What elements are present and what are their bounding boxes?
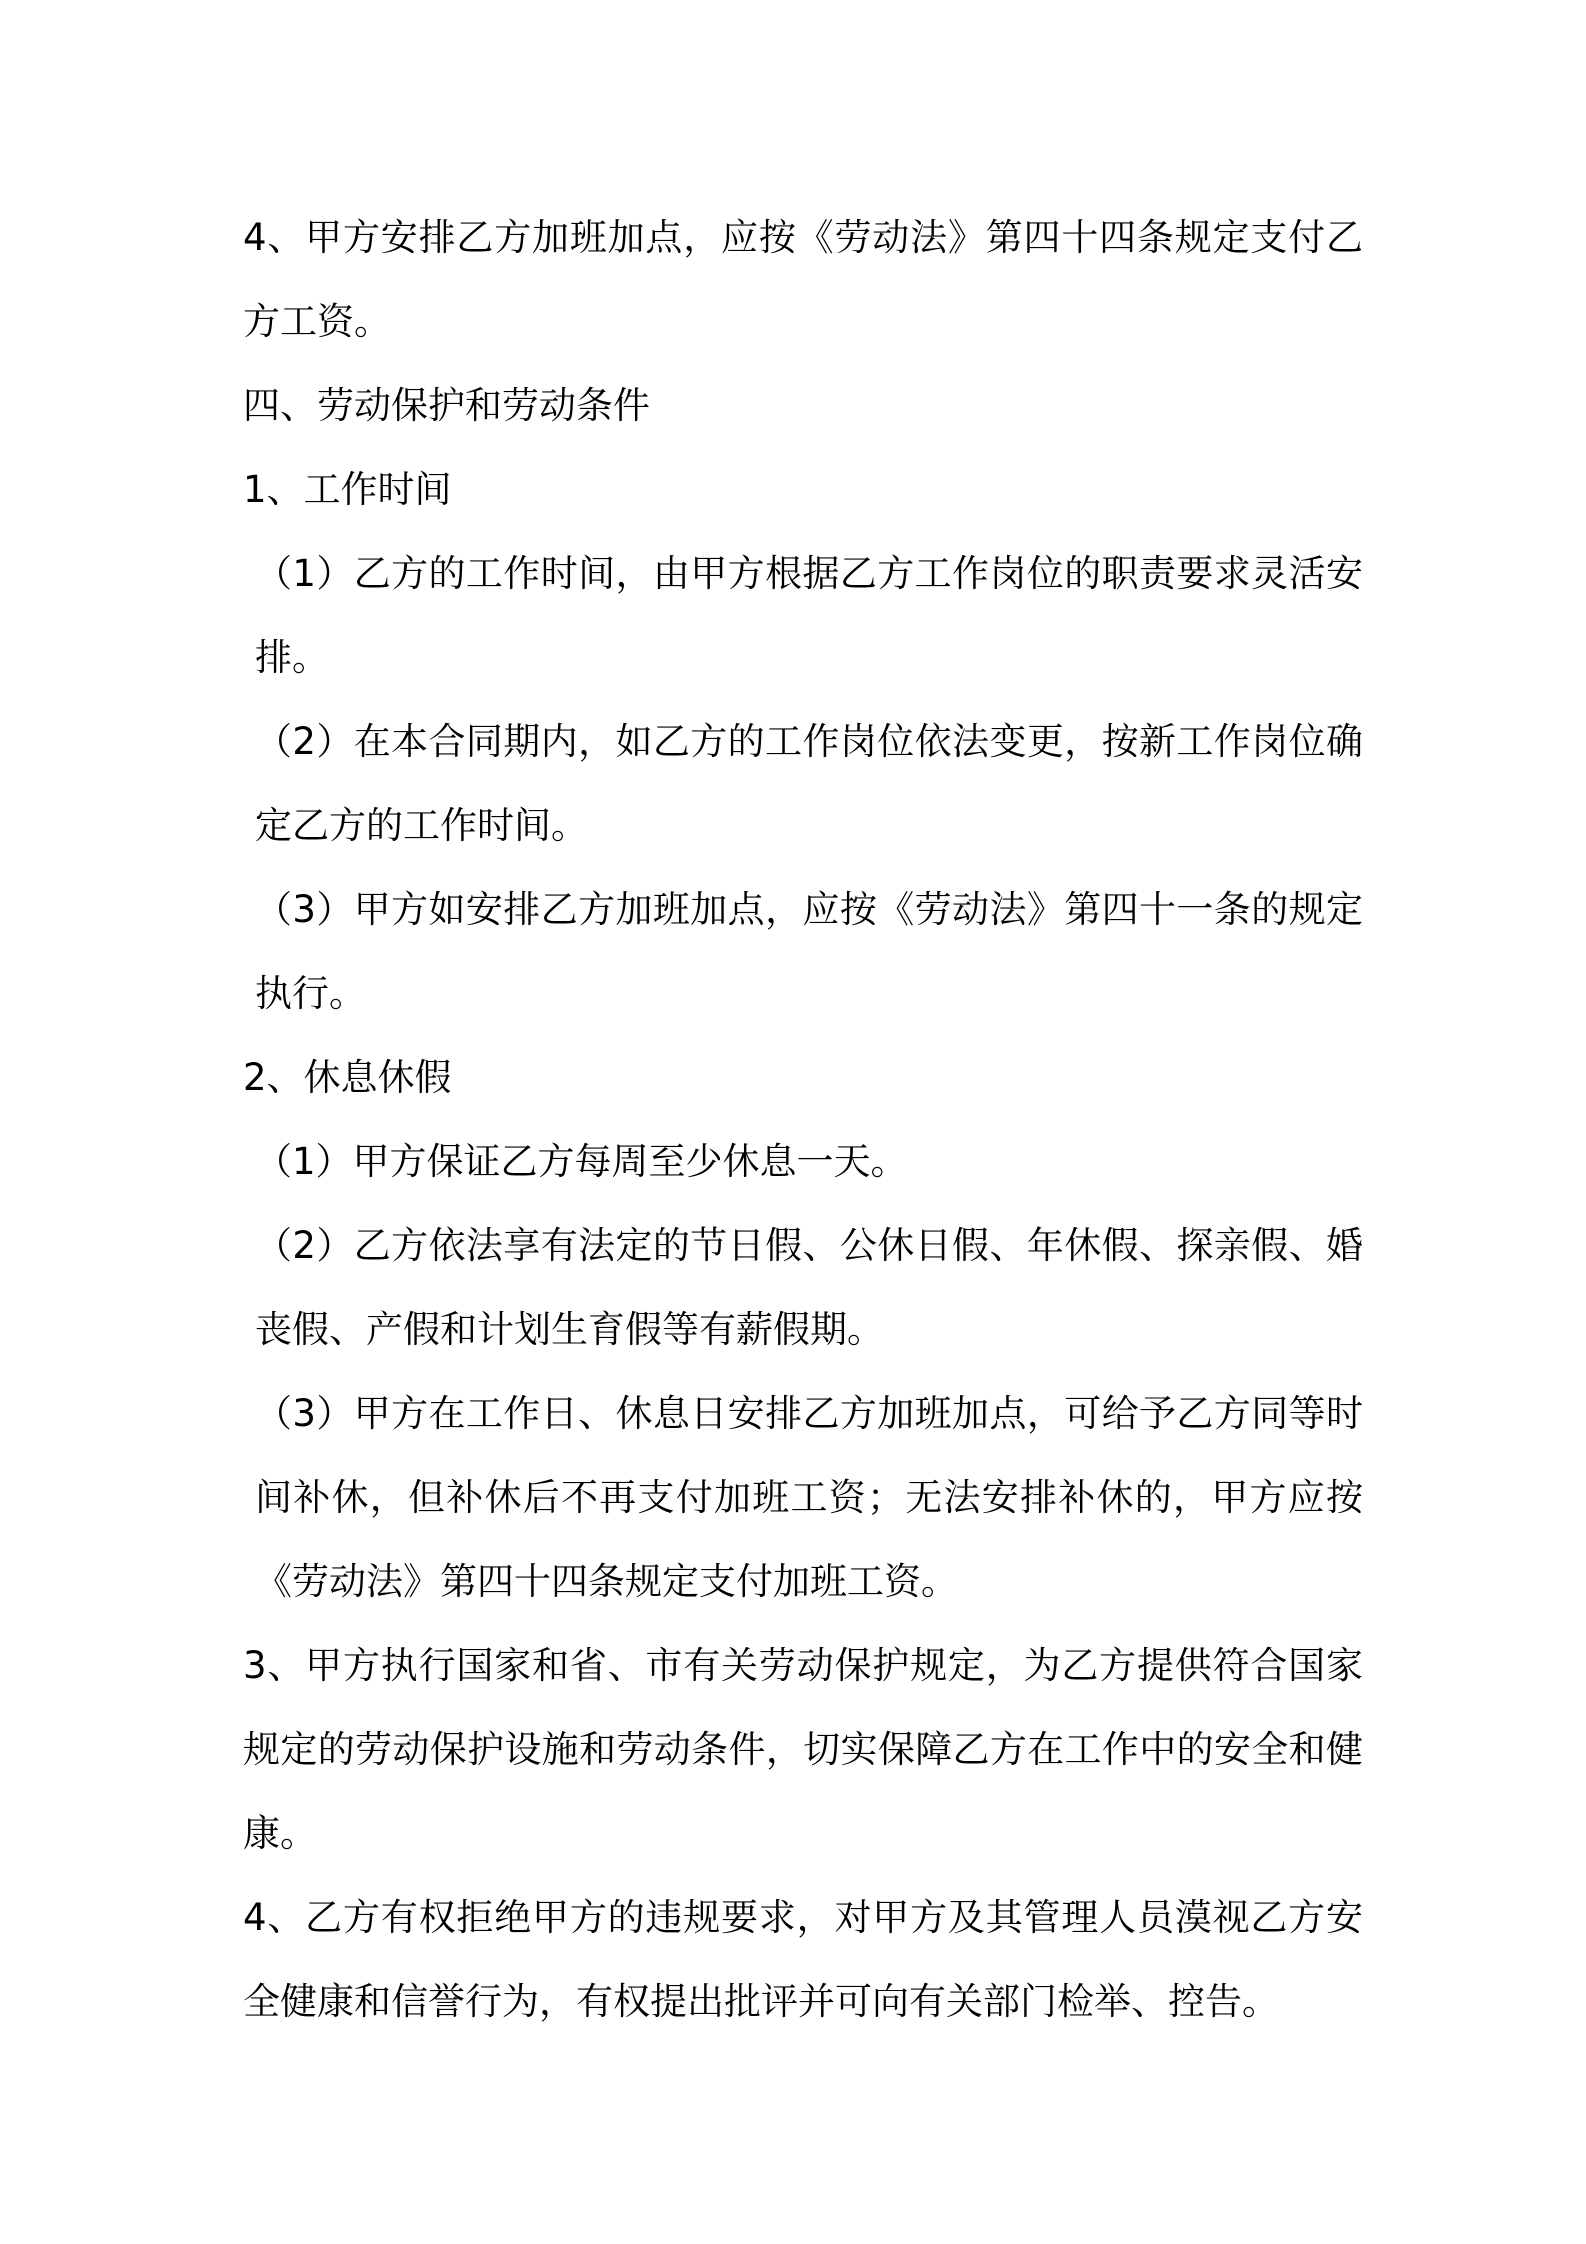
paragraph-right-to-refuse: 4、乙方有权拒绝甲方的违规要求，对甲方及其管理人员漠视乙方安全健康和信誉行为，有权提出批评并可向有关部门检举、控告。 <box>243 1896 1363 2023</box>
subheading-working-hours: 1、工作时间 <box>243 468 452 511</box>
clause-rest-leave-3: （3）甲方在工作日、休息日安排乙方加班加点，可给予乙方同等时间补休，但补休后不再支付加班工资；无法安排补休的，甲方应按《劳动法》第四十四条规定支付加班工资。 <box>255 1392 1363 1603</box>
clause-rest-leave-2: （2）乙方依法享有法定的节日假、公休日假、年休假、探亲假、婚丧假、产假和计划生育假等有薪假期。 <box>255 1224 1363 1351</box>
clause-working-hours-2: （2）在本合同期内，如乙方的工作岗位依法变更，按新工作岗位确定乙方的工作时间。 <box>255 720 1363 847</box>
paragraph-safety-provisions: 3、甲方执行国家和省、市有关劳动保护规定，为乙方提供符合国家规定的劳动保护设施和劳动条件，切实保障乙方在工作中的安全和健康。 <box>243 1644 1363 1855</box>
section-heading-labor-protection: 四、劳动保护和劳动条件 <box>243 384 650 427</box>
clause-rest-leave-1: （1）甲方保证乙方每周至少休息一天。 <box>255 1140 908 1183</box>
paragraph-overtime-pay: 4、甲方安排乙方加班加点，应按《劳动法》第四十四条规定支付乙方工资。 <box>243 216 1363 343</box>
clause-working-hours-3: （3）甲方如安排乙方加班加点，应按《劳动法》第四十一条的规定执行。 <box>255 888 1363 1015</box>
subheading-rest-leave: 2、休息休假 <box>243 1056 452 1099</box>
document-body <box>243 196 1363 2044</box>
clause-working-hours-1: （1）乙方的工作时间，由甲方根据乙方工作岗位的职责要求灵活安排。 <box>255 552 1363 679</box>
